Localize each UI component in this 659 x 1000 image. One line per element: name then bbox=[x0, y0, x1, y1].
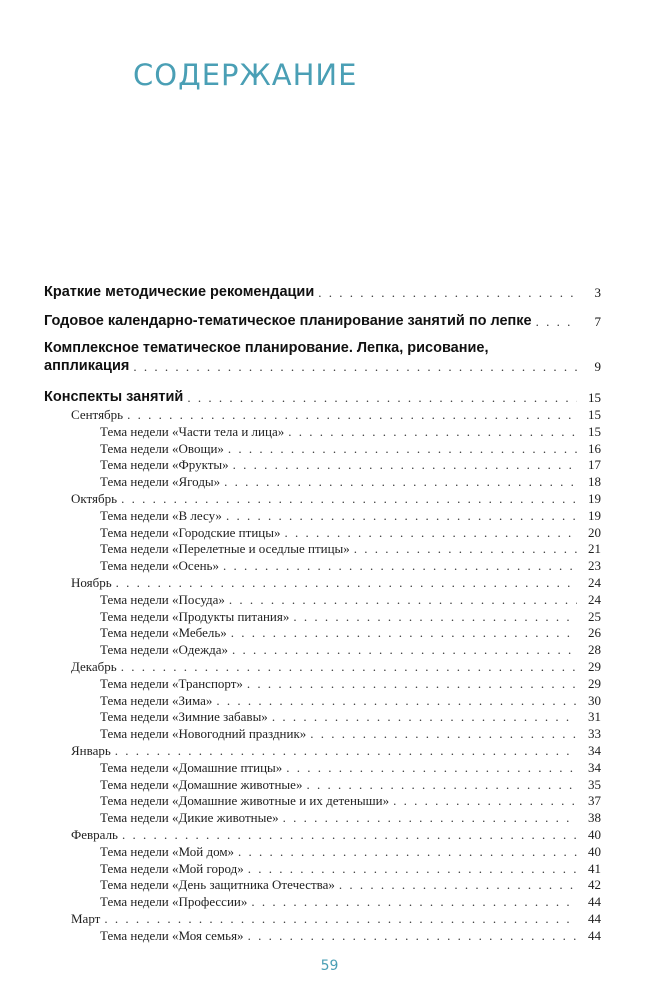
toc-topic-label: Тема недели «Домашние животные и их детеныши» bbox=[100, 793, 390, 809]
toc-topic-label: Тема недели «Зима» bbox=[100, 692, 213, 708]
toc-leader-dots bbox=[393, 792, 577, 809]
toc-leader-dots bbox=[223, 557, 577, 574]
toc-page-number: 17 bbox=[588, 457, 601, 473]
page-number: 59 bbox=[320, 958, 339, 974]
toc-leader-dots bbox=[310, 725, 577, 742]
toc-month-label: Сентябрь bbox=[71, 407, 124, 422]
toc-section-label: аппликация bbox=[44, 358, 130, 374]
toc-topic-label: Тема недели «Мой город» bbox=[100, 860, 244, 876]
toc-topic-row bbox=[0, 456, 659, 473]
toc-topic-label: Тема недели «Городские птицы» bbox=[100, 524, 281, 540]
toc-topic-row bbox=[0, 540, 659, 557]
toc-topic-label: Тема недели «Посуда» bbox=[100, 591, 225, 607]
toc-page-number: 16 bbox=[588, 440, 601, 456]
toc-leader-dots bbox=[121, 658, 577, 675]
toc-leader-dots bbox=[339, 876, 577, 893]
toc-topic-row bbox=[0, 776, 659, 793]
toc-section-label: Краткие методические рекомендации bbox=[44, 284, 315, 300]
toc-month-label: Январь bbox=[71, 743, 111, 758]
toc-topic-row bbox=[0, 792, 659, 809]
toc-page-number: 33 bbox=[588, 726, 601, 742]
toc-month-row bbox=[0, 406, 659, 423]
toc-topic-row bbox=[0, 708, 659, 725]
toc-page-number: 35 bbox=[588, 776, 601, 792]
toc-leader-dots bbox=[247, 675, 577, 692]
toc-page-number: 31 bbox=[588, 709, 601, 725]
toc-section-row bbox=[0, 284, 659, 301]
toc-leader-dots bbox=[187, 389, 577, 406]
toc-topic-label: Тема недели «Овощи» bbox=[100, 440, 224, 456]
toc-topic-row bbox=[0, 423, 659, 440]
toc-topic-row bbox=[0, 557, 659, 574]
toc-leader-dots bbox=[248, 927, 577, 944]
toc-page-number: 7 bbox=[594, 314, 601, 329]
toc-page-number: 18 bbox=[588, 474, 601, 490]
toc-topic-row bbox=[0, 692, 659, 709]
toc-topic-row bbox=[0, 927, 659, 944]
toc-page-number: 29 bbox=[588, 675, 601, 691]
toc-topic-label: Тема недели «Фрукты» bbox=[100, 457, 229, 473]
toc-page-number: 40 bbox=[588, 843, 601, 859]
toc-page-number: 42 bbox=[588, 877, 601, 893]
toc-leader-dots bbox=[318, 284, 577, 301]
toc-topic-label: Тема недели «В лесу» bbox=[100, 507, 222, 523]
toc-leader-dots bbox=[122, 826, 577, 843]
toc-section-label: Конспекты занятий bbox=[44, 389, 184, 405]
toc-page-number: 30 bbox=[588, 692, 601, 708]
toc-leader-dots bbox=[224, 473, 577, 490]
toc-page-number: 44 bbox=[588, 927, 601, 943]
toc-leader-dots bbox=[104, 910, 577, 927]
toc-topic-row bbox=[0, 507, 659, 524]
toc-leader-dots bbox=[233, 456, 577, 473]
toc-topic-label: Тема недели «Части тела и лица» bbox=[100, 423, 285, 439]
toc-leader-dots bbox=[536, 313, 577, 330]
toc-leader-dots bbox=[231, 624, 577, 641]
toc-leader-dots bbox=[354, 540, 577, 557]
toc-section-label-line1: Комплексное тематическое планирование. Лепка, рисование, bbox=[44, 340, 489, 356]
toc-month-label: Февраль bbox=[71, 827, 118, 842]
toc-topic-label: Тема недели «Моя семья» bbox=[100, 927, 244, 943]
toc-section-row bbox=[0, 358, 659, 375]
toc-topic-label: Тема недели «Дикие животные» bbox=[100, 810, 279, 826]
toc-page-number: 38 bbox=[588, 810, 601, 826]
toc-leader-dots bbox=[127, 406, 577, 423]
toc-section-row bbox=[0, 313, 659, 330]
toc-topic-row bbox=[0, 440, 659, 457]
toc-leader-dots bbox=[115, 742, 577, 759]
toc-page-number: 25 bbox=[588, 608, 601, 624]
toc-topic-label: Тема недели «Мебель» bbox=[100, 625, 227, 641]
toc-page-number: 15 bbox=[588, 407, 601, 422]
toc-leader-dots bbox=[228, 440, 577, 457]
toc-topic-row bbox=[0, 641, 659, 658]
toc-leader-dots bbox=[272, 708, 577, 725]
toc-topic-row bbox=[0, 725, 659, 742]
toc-month-label: Октябрь bbox=[71, 491, 118, 506]
toc-page-number: 44 bbox=[588, 911, 601, 926]
toc-leader-dots bbox=[251, 893, 577, 910]
toc-topic-row bbox=[0, 876, 659, 893]
toc-month-row bbox=[0, 658, 659, 675]
toc-topic-row bbox=[0, 524, 659, 541]
toc-month-label: Декабрь bbox=[71, 659, 117, 674]
toc-topic-label: Тема недели «Ягоды» bbox=[100, 474, 221, 490]
toc-topic-row bbox=[0, 860, 659, 877]
toc-leader-dots bbox=[306, 776, 577, 793]
toc-leader-dots bbox=[288, 423, 577, 440]
toc-section-label: Годовое календарно-тематическое планирование занятий по лепке bbox=[44, 313, 532, 329]
toc-topic-row bbox=[0, 843, 659, 860]
toc-topic-row bbox=[0, 809, 659, 826]
toc-topic-label: Тема недели «Новогодний праздник» bbox=[100, 726, 307, 742]
toc-leader-dots bbox=[238, 843, 577, 860]
toc-topic-label: Тема недели «Зимние забавы» bbox=[100, 709, 268, 725]
toc-page-number: 40 bbox=[588, 827, 601, 842]
toc-topic-row bbox=[0, 893, 659, 910]
toc-month-label: Март bbox=[71, 911, 101, 926]
toc-month-row bbox=[0, 910, 659, 927]
toc-topic-label: Тема недели «Профессии» bbox=[100, 894, 248, 910]
toc-page-number: 41 bbox=[588, 860, 601, 876]
toc-topic-label: Тема недели «Продукты питания» bbox=[100, 608, 290, 624]
toc-page-number: 21 bbox=[588, 541, 601, 557]
toc-leader-dots bbox=[226, 507, 577, 524]
toc-topic-label: Тема недели «Транспорт» bbox=[100, 675, 243, 691]
toc-page-number: 44 bbox=[588, 894, 601, 910]
toc-topic-label: Тема недели «День защитника Отечества» bbox=[100, 877, 335, 893]
toc-page-number: 26 bbox=[588, 625, 601, 641]
toc-page-number: 34 bbox=[588, 743, 601, 758]
toc-leader-dots bbox=[283, 809, 577, 826]
toc-leader-dots bbox=[116, 574, 577, 591]
toc-topic-label: Тема недели «Перелетные и оседлые птицы» bbox=[100, 541, 350, 557]
toc-page-number: 3 bbox=[594, 285, 601, 300]
toc-month-row bbox=[0, 574, 659, 591]
toc-page-number: 23 bbox=[588, 558, 601, 574]
toc-leader-dots bbox=[133, 358, 577, 375]
toc-page-number: 9 bbox=[594, 359, 601, 374]
toc-topic-label: Тема недели «Одежда» bbox=[100, 642, 228, 658]
toc-month-row bbox=[0, 742, 659, 759]
toc-topic-label: Тема недели «Домашние птицы» bbox=[100, 759, 283, 775]
toc-month-row bbox=[0, 490, 659, 507]
toc-page-number: 24 bbox=[588, 575, 601, 590]
toc-topic-row bbox=[0, 591, 659, 608]
toc-page-number: 15 bbox=[588, 390, 601, 405]
toc-month-row bbox=[0, 826, 659, 843]
toc-leader-dots bbox=[232, 641, 577, 658]
toc-month-label: Ноябрь bbox=[71, 575, 112, 590]
toc-leader-dots bbox=[216, 692, 577, 709]
toc-topic-label: Тема недели «Осень» bbox=[100, 558, 219, 574]
toc-section-row bbox=[0, 389, 659, 406]
toc-page-number: 29 bbox=[588, 659, 601, 674]
toc-page-number: 20 bbox=[588, 524, 601, 540]
toc-leader-dots bbox=[121, 490, 577, 507]
toc-topic-row bbox=[0, 473, 659, 490]
toc-leader-dots bbox=[284, 524, 577, 541]
toc-leader-dots bbox=[293, 608, 577, 625]
toc-page-number: 34 bbox=[588, 759, 601, 775]
toc-topic-label: Тема недели «Домашние животные» bbox=[100, 776, 303, 792]
toc-page-number: 19 bbox=[588, 491, 601, 506]
toc-topic-row bbox=[0, 759, 659, 776]
toc-page-number: 15 bbox=[588, 423, 601, 439]
toc-leader-dots bbox=[248, 860, 577, 877]
toc-leader-dots bbox=[229, 591, 577, 608]
toc-topic-row bbox=[0, 675, 659, 692]
toc-topic-label: Тема недели «Мой дом» bbox=[100, 843, 235, 859]
toc-leader-dots bbox=[286, 759, 577, 776]
page-title: СОДЕРЖАНИЕ bbox=[133, 58, 358, 92]
toc-page-number: 37 bbox=[588, 793, 601, 809]
toc-topic-row bbox=[0, 624, 659, 641]
toc-page-number: 28 bbox=[588, 642, 601, 658]
toc-page-number: 19 bbox=[588, 507, 601, 523]
toc-topic-row bbox=[0, 608, 659, 625]
toc-page-number: 24 bbox=[588, 591, 601, 607]
